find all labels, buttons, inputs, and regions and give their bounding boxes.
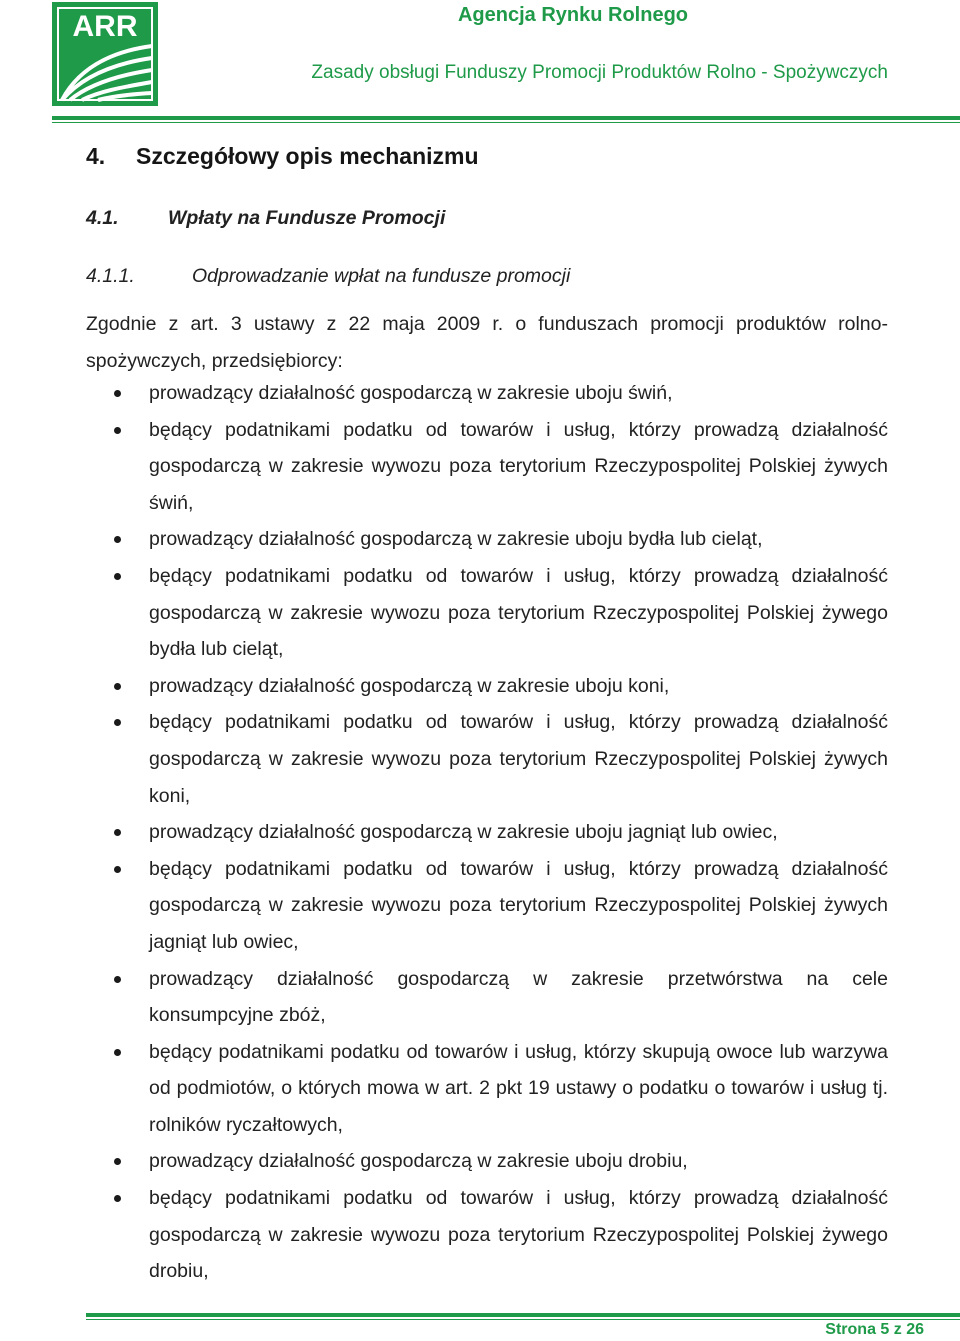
list-item-text: będący podatnikami podatku od towarów i usług, którzy prowadzą działalność gospodarczą w zakresie wywozu poza terytorium Rzeczypospolitej Polskiej żywych koni, [149, 711, 888, 807]
list-item-text: będący podatnikami podatku od towarów i usług, którzy prowadzą działalność gospodarczą w zakresie wywozu poza terytorium Rzeczypospolitej Polskiej żywego drobiu, [149, 1187, 888, 1283]
bullet-icon [114, 427, 121, 434]
list-item [86, 814, 888, 851]
bullet-icon [114, 976, 121, 983]
list-item [86, 412, 888, 522]
subsection-number: 4.1. [86, 207, 119, 229]
footer-divider-thin [86, 1319, 960, 1320]
list-item [86, 851, 888, 961]
list-item-text: prowadzący działalność gospodarczą w zakresie uboju drobiu, [149, 1150, 688, 1173]
list-item [86, 1034, 888, 1144]
list-item-text: prowadzący działalność gospodarczą w zakresie uboju świń, [149, 382, 673, 404]
list-item [86, 961, 888, 1034]
list-item-text: będący podatnikami podatku od towarów i usług, którzy prowadzą działalność gospodarczą w zakresie wywozu poza terytorium Rzeczypospolitej Polskiej żywych jagniąt lub owiec, [149, 857, 888, 953]
header-divider-thin [52, 122, 960, 123]
bullet-icon [114, 1158, 121, 1165]
bullet-icon [114, 573, 121, 580]
arr-logo [52, 2, 158, 106]
list-item-text: prowadzący działalność gospodarczą w zakresie uboju jagniąt lub owiec, [149, 821, 778, 844]
list-item [86, 1143, 888, 1180]
document-title: Zasady obsługi Funduszy Promocji Produktów Rolno - Spożywczych [311, 62, 888, 83]
bullet-icon [114, 719, 121, 726]
list-item-text: będący podatnikami podatku od towarów i usług, którzy prowadzą działalność gospodarczą w zakresie wywozu poza terytorium Rzeczypospolitej Polskiej żywego bydła lub cieląt, [149, 564, 888, 661]
list-item [86, 704, 888, 814]
subsection-title: Wpłaty na Fundusze Promocji [168, 207, 446, 229]
list-item [86, 521, 888, 558]
list-item [86, 668, 888, 705]
list-item [86, 375, 888, 412]
bullet-icon [114, 683, 121, 690]
organization-name: Agencja Rynku Rolnego [457, 4, 688, 26]
bullet-icon [114, 1195, 121, 1202]
list-item [86, 558, 888, 668]
subsubsection-heading [86, 265, 570, 288]
intro-text: Zgodnie z art. 3 ustawy z 22 maja 2009 r. o funduszach promocji produktów rolno-spożywczych, przedsiębiorcy: [86, 313, 888, 372]
list-item-text: będący podatnikami podatku od towarów i usług, którzy prowadzą działalność gospodarczą w zakresie wywozu poza terytorium Rzeczypospolitej Polskiej żywych świń, [149, 418, 888, 514]
list-item [86, 1180, 888, 1290]
bullet-icon [114, 1049, 121, 1056]
bullet-icon [114, 866, 121, 873]
list-item-text: prowadzący działalność gospodarczą w zakresie przetwórstwa na cele konsumpcyjne zbóż, [149, 967, 888, 1027]
footer-divider [86, 1313, 960, 1317]
subsubsection-title: Odprowadzanie wpłat na fundusze promocji [192, 265, 571, 287]
header-divider [52, 116, 960, 120]
list-item-text: prowadzący działalność gospodarczą w zakresie uboju bydła lub cieląt, [149, 528, 763, 551]
logo-text: ARR [72, 10, 138, 43]
subsection-heading [86, 207, 445, 230]
bullet-icon [114, 390, 121, 397]
section-title: Szczegółowy opis mechanizmu [136, 143, 479, 169]
entrepreneur-list [86, 375, 888, 1290]
subsubsection-number: 4.1.1. [86, 265, 135, 287]
list-item-text: prowadzący działalność gospodarczą w zakresie uboju koni, [149, 674, 670, 697]
page-number: Strona 5 z 26 [825, 1321, 924, 1338]
section-number: 4. [86, 143, 106, 169]
bullet-icon [114, 829, 121, 836]
bullet-icon [114, 536, 121, 543]
list-item-text: będący podatnikami podatku od towarów i usług, którzy skupują owoce lub warzywa od podmiotów, o których mowa w art. 2 pkt 19 ustawy o podatku o towarów i usług tj. rolników ryczałtowych, [149, 1040, 888, 1136]
intro-paragraph [86, 306, 888, 379]
section-heading [86, 143, 479, 170]
